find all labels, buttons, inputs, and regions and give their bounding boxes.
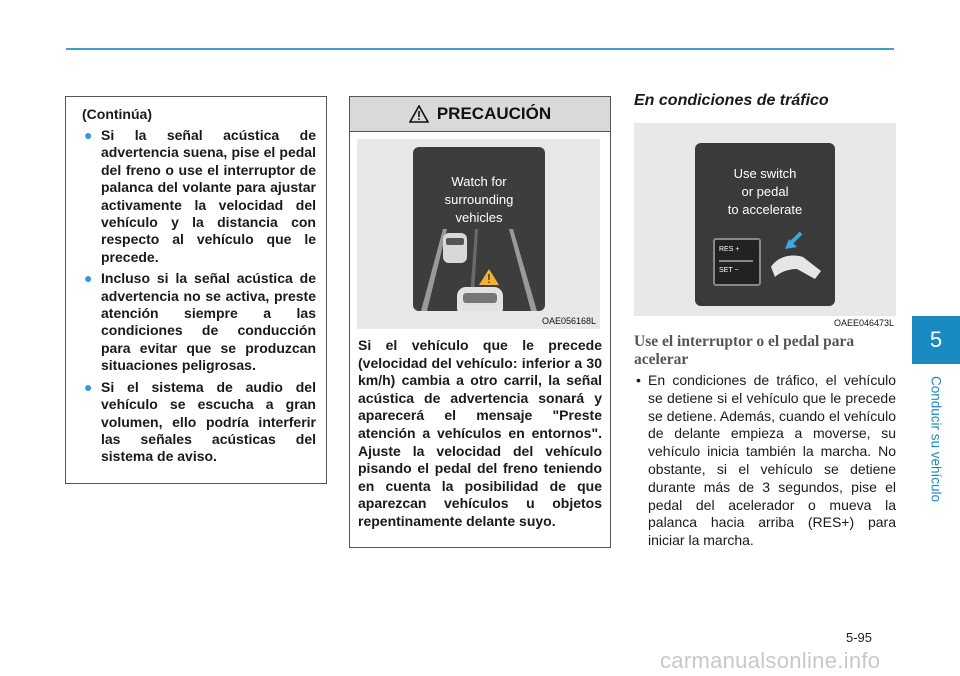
bullet-text: Si el sistema de audio del vehículo se escucha a gran volumen, ello podría interferir las señales acústicas del sistema de aviso. [101, 378, 316, 465]
car-icon [457, 287, 503, 311]
bullet-text: Incluso si la señal acústica de advertencia no se activa, preste atención siempre a las condiciones de conducción para evitar que se produzcan situaciones peligrosas. [101, 270, 316, 374]
top-rule [66, 48, 894, 50]
car-icon [443, 233, 467, 263]
screen-line: vehicles [455, 210, 503, 225]
warning-triangle-icon [409, 105, 429, 123]
cluster-display [695, 143, 835, 306]
screen-line: Watch for [451, 174, 507, 189]
screen-line: surrounding [444, 192, 514, 207]
watermark: carmanualsonline.info [660, 648, 881, 673]
road-scene-icon [413, 229, 545, 311]
continued-warning-box [65, 96, 327, 484]
switch-label-set: SET − [719, 267, 739, 274]
bullet-text: En condiciones de tráfico, el vehículo se detiene si el vehículo que le precede se detiene. Además, cuando el vehículo de delante empieza a moverse, su vehículo inicia también la marcha. No obstante, si el vehículo se detiene durante más de 3 segundos, pise el pedal del acelerador o mueva la palanca hacia arriba (RES+) para iniciar la marcha. [648, 372, 896, 549]
figure-code: OAE056168L [541, 316, 596, 326]
steering-switch [713, 238, 761, 286]
bullet-text: Si la señal acústica de advertencia suena, pise el pedal del freno o use el interruptor de palanca del volante para ajustar activamente la velocidad del vehículo y la distancia con respecto al vehículo que le precede. [101, 127, 316, 265]
bullet-dot-icon: ● [84, 378, 93, 395]
list-item [82, 379, 316, 466]
figure-use-switch-or-pedal [634, 123, 896, 328]
continued-heading: (Continúa) [82, 106, 152, 122]
figure-code: OAEE046473L [833, 318, 894, 328]
caution-header [350, 97, 610, 132]
chapter-number-tab: 5 [912, 316, 960, 364]
warning-bullet-list [82, 127, 316, 466]
figure-surrounding-vehicles [357, 139, 600, 329]
bullet-dot-icon: ● [84, 270, 93, 287]
bullet-dot-icon: • [636, 372, 641, 388]
section-title: En condiciones de tráfico [634, 92, 829, 109]
screen-line: Use switch [733, 166, 797, 181]
list-item [82, 270, 316, 374]
chapter-label: Conducir su vehículo [928, 375, 944, 503]
cluster-display [413, 147, 545, 311]
bullet-dot-icon: ● [84, 127, 93, 143]
pedal-icon [767, 227, 827, 287]
page-number: 5-95 [846, 630, 873, 645]
list-item [634, 372, 896, 550]
screen-line: or pedal [741, 184, 789, 199]
caution-title: PRECAUCIÓN [436, 104, 552, 123]
list-item [82, 127, 316, 266]
caution-body: Si el vehículo que le precede (velocidad del vehículo: inferior a 30 km/h) cambia a otro carril, la señal acústica de advertencia sonará y aparecerá el mensaje "Preste atención a vehículos en entornos". Ajuste la velocidad del vehículo pisando el pedal del freno teniendo en cuenta la posibilidad de que aparezcan vehículos u objetos repentinamente delante suyo. [358, 337, 602, 529]
screen-line: to accelerate [727, 202, 803, 217]
switch-label-res: RES + [719, 246, 740, 253]
subsection-title: Use el interruptor o el pedal para acelerar [634, 333, 855, 368]
